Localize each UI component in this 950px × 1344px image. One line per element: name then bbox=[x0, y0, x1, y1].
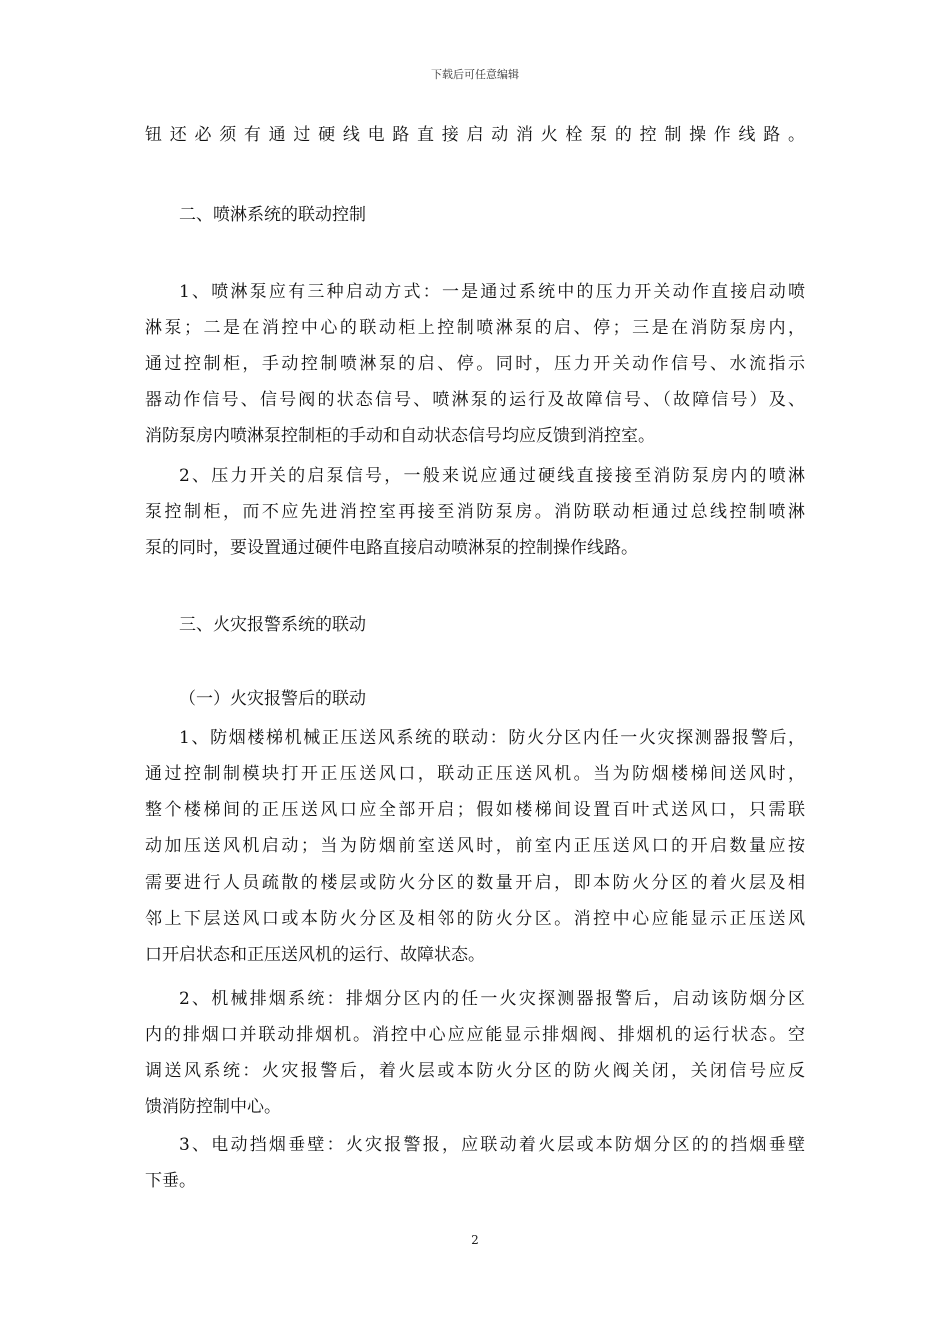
subsection-heading: （一）火灾报警后的联动 bbox=[179, 689, 366, 709]
page-number: 2 bbox=[471, 1233, 479, 1247]
text-line: 内的排烟口并联动排烟机。消控中心应应能显示排烟阀、排烟机的运行状态。空 bbox=[145, 1025, 805, 1045]
text-line: 器动作信号、信号阀的状态信号、喷淋泵的运行及故障信号、（故障信号）及、 bbox=[145, 390, 805, 410]
text-line: 1、喷淋泵应有三种启动方式：一是通过系统中的压力开关动作直接启动喷 bbox=[179, 282, 805, 302]
page-header: 下载后可任意编辑 bbox=[431, 68, 519, 81]
text-line: 消防泵房内喷淋泵控制柜的手动和自动状态信号均应反馈到消控室。 bbox=[145, 426, 655, 446]
text-line: 泵的同时，要设置通过硬件电路直接启动喷淋泵的控制操作线路。 bbox=[145, 538, 638, 558]
text-line: 邻上下层送风口或本防火分区及相邻的防火分区。消控中心应能显示正压送风 bbox=[145, 909, 805, 929]
text-line: 2、机械排烟系统：排烟分区内的任一火灾探测器报警后，启动该防烟分区 bbox=[179, 989, 805, 1009]
text-line: 口开启状态和正压送风机的运行、故障状态。 bbox=[145, 945, 485, 965]
text-line: 下垂。 bbox=[145, 1171, 196, 1191]
text-line: 整个楼梯间的正压送风口应全部开启；假如楼梯间设置百叶式送风口，只需联 bbox=[145, 800, 805, 820]
text-line: 调送风系统：火灾报警后，着火层或本防火分区的防火阀关闭，关闭信号应反 bbox=[145, 1061, 805, 1081]
text-line: 1、防烟楼梯机械正压送风系统的联动：防火分区内任一火灾探测器报警后， bbox=[179, 728, 805, 748]
text-line: 3、电动挡烟垂壁：火灾报警报，应联动着火层或本防烟分区的的挡烟垂壁 bbox=[179, 1135, 805, 1155]
text-line: 馈消防控制中心。 bbox=[145, 1097, 281, 1117]
text-line: 钮还必须有通过硬线电路直接启动消火栓泵的控制操作线路。 bbox=[145, 125, 805, 145]
text-line: 动加压送风机启动；当为防烟前室送风时，前室内正压送风口的开启数量应按 bbox=[145, 836, 805, 856]
section-heading: 三、火灾报警系统的联动 bbox=[179, 615, 366, 635]
text-line: 通过控制柜，手动控制喷淋泵的启、停。同时，压力开关动作信号、水流指示 bbox=[145, 354, 805, 374]
text-line: 淋泵；二是在消控中心的联动柜上控制喷淋泵的启、停；三是在消防泵房内， bbox=[145, 318, 805, 338]
text-line: 通过控制制模块打开正压送风口，联动正压送风机。当为防烟楼梯间送风时， bbox=[145, 764, 805, 784]
text-line: 2、压力开关的启泵信号，一般来说应通过硬线直接接至消防泵房内的喷淋 bbox=[179, 466, 805, 486]
section-heading: 二、喷淋系统的联动控制 bbox=[179, 205, 366, 225]
text-line: 泵控制柜，而不应先进消控室再接至消防泵房。消防联动柜通过总线控制喷淋 bbox=[145, 502, 805, 522]
text-line: 需要进行人员疏散的楼层或防火分区的数量开启，即本防火分区的着火层及相 bbox=[145, 873, 805, 893]
